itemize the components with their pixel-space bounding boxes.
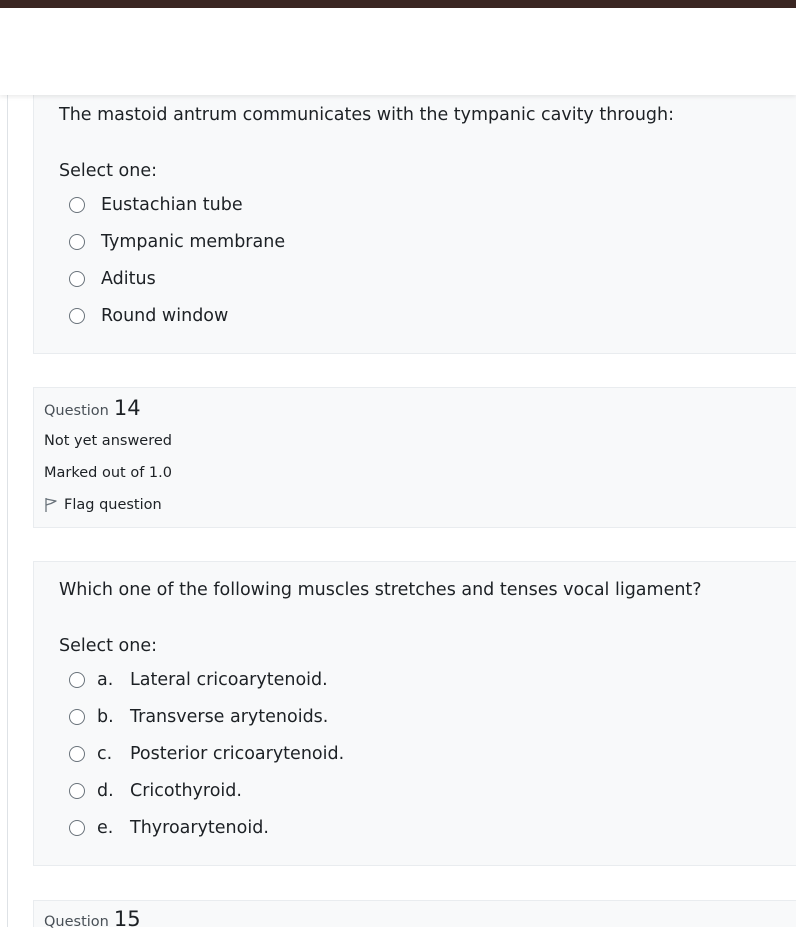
question-number-word: Question	[44, 914, 109, 930]
radio-button[interactable]	[69, 197, 85, 213]
question-number-value: 15	[113, 907, 141, 931]
question-number-value: 14	[113, 396, 141, 420]
answer-option-b[interactable]	[69, 706, 328, 728]
radio-button[interactable]	[69, 672, 85, 688]
answer-option[interactable]	[69, 268, 156, 290]
left-divider	[7, 95, 8, 927]
question-text: Which one of the following muscles stretches and tenses vocal ligament?	[59, 580, 702, 600]
answer-letter: a.	[97, 670, 114, 690]
flag-icon	[44, 497, 58, 513]
radio-button[interactable]	[69, 783, 85, 799]
page-header	[0, 8, 796, 95]
answer-label: Transverse arytenoids.	[130, 707, 329, 727]
question-number	[44, 907, 141, 931]
answer-label: Posterior cricoarytenoid.	[130, 744, 345, 764]
answer-label: Eustachian tube	[101, 195, 243, 215]
select-one-prompt: Select one:	[59, 636, 158, 656]
radio-button[interactable]	[69, 820, 85, 836]
answer-option[interactable]	[69, 231, 285, 253]
question-14-info	[33, 387, 796, 528]
answer-label: Lateral cricoarytenoid.	[130, 670, 328, 690]
answer-option-e[interactable]	[69, 817, 269, 839]
question-marks: Marked out of 1.0	[44, 465, 172, 481]
question-13-formulation	[33, 86, 796, 354]
question-text: The mastoid antrum communicates with the tympanic cavity through:	[59, 105, 675, 125]
answer-letter: c.	[97, 744, 113, 764]
select-one-prompt: Select one:	[59, 161, 158, 181]
answer-label: Aditus	[101, 269, 156, 289]
answer-letter: d.	[97, 781, 114, 801]
flag-question-label: Flag question	[64, 497, 162, 513]
answer-letter: e.	[97, 818, 114, 838]
answer-label: Thyroarytenoid.	[130, 818, 269, 838]
radio-button[interactable]	[69, 308, 85, 324]
radio-button[interactable]	[69, 271, 85, 287]
answer-label: Tympanic membrane	[101, 232, 286, 252]
answer-option-a[interactable]	[69, 669, 328, 691]
answer-option-c[interactable]	[69, 743, 344, 765]
flag-question-link[interactable]	[44, 497, 162, 513]
question-number	[44, 396, 141, 420]
question-14-formulation	[33, 561, 796, 866]
answer-letter: b.	[97, 707, 114, 727]
answer-option[interactable]	[69, 305, 228, 327]
radio-button[interactable]	[69, 709, 85, 725]
radio-button[interactable]	[69, 234, 85, 250]
question-15-info	[33, 900, 796, 931]
question-number-word: Question	[44, 403, 109, 419]
answer-option[interactable]	[69, 194, 243, 216]
top-navbar-strip	[0, 0, 796, 8]
answer-label: Cricothyroid.	[130, 781, 242, 801]
question-state: Not yet answered	[44, 433, 172, 449]
answer-label: Round window	[101, 306, 229, 326]
radio-button[interactable]	[69, 746, 85, 762]
answer-option-d[interactable]	[69, 780, 242, 802]
